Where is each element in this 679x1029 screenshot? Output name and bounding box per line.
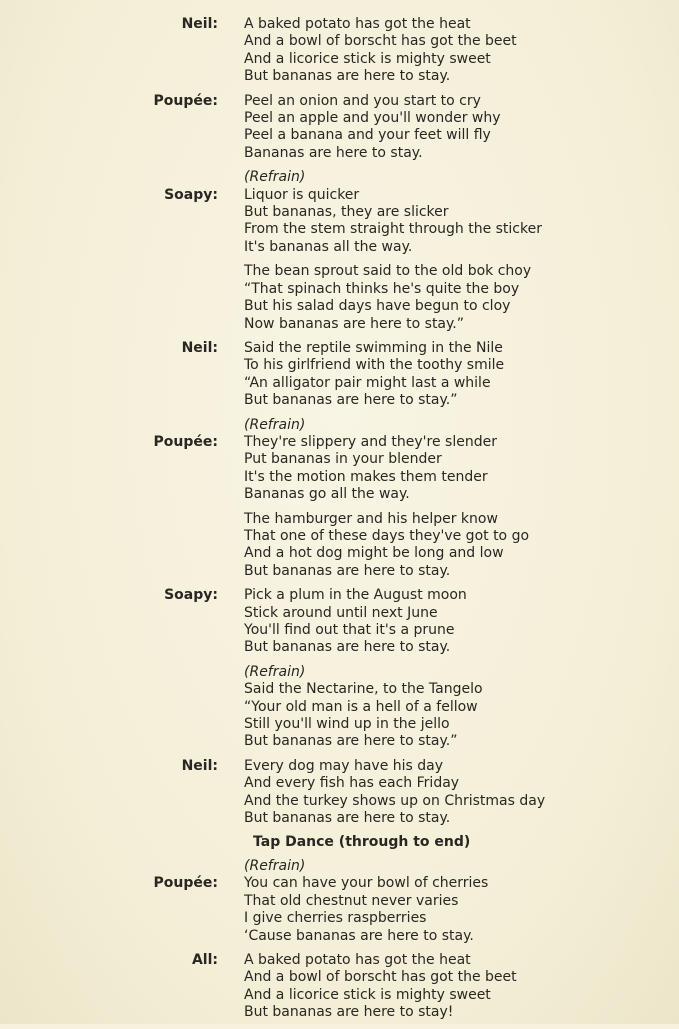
lyric-line: Pick a plum in the August moon xyxy=(244,587,467,604)
stanza-lines xyxy=(244,417,679,504)
lyrics-body xyxy=(0,16,679,1029)
stanza-lines xyxy=(244,340,679,410)
stanza xyxy=(0,16,679,86)
lyric-line: But bananas, they are slicker xyxy=(244,204,449,221)
lyric-line: And a bowl of borscht has got the beet xyxy=(244,33,517,50)
speaker-label: Soapy: xyxy=(164,186,218,203)
lyric-line: You'll find out that it's a prune xyxy=(244,622,455,638)
lyric-line: Said the Nectarine, to the Tangelo xyxy=(244,681,483,698)
speaker-label: Neil: xyxy=(181,16,218,32)
lyric-line: A baked potato has got the heat xyxy=(244,16,471,32)
lyric-line: But his salad days have begun to cloy xyxy=(244,298,511,315)
lyric-line: ‘Cause bananas are here to stay. xyxy=(244,927,474,944)
speaker-label: Poupée: xyxy=(153,433,218,450)
lyric-line: But bananas are here to stay. xyxy=(244,810,451,827)
stanza-lines xyxy=(244,587,679,657)
refrain-marker: (Refrain) xyxy=(244,857,306,874)
speaker-label: Neil: xyxy=(181,339,218,356)
lyric-line: They're slippery and they're slender xyxy=(244,433,497,450)
lyric-line: Now bananas are here to stay.” xyxy=(244,315,465,332)
lyric-line: Bananas go all the way. xyxy=(244,486,410,503)
stanza-lines xyxy=(244,664,679,751)
lyric-line: And a licorice stick is mighty sweet xyxy=(244,986,491,1003)
lyric-line: Bananas are here to stay. xyxy=(244,144,423,161)
lyric-line: That old chestnut never varies xyxy=(244,892,459,909)
lyric-line: “Your old man is a hell of a fellow xyxy=(244,698,478,715)
speaker-label: Neil: xyxy=(181,757,218,774)
lyric-line: But bananas are here to stay. xyxy=(244,562,451,579)
lyric-line: It's the motion makes them tender xyxy=(244,468,488,485)
stanza xyxy=(0,263,679,333)
stanza xyxy=(0,169,679,256)
lyric-line: Peel an apple and you'll wonder why xyxy=(244,110,501,127)
lyric-line: Put bananas in your blender xyxy=(244,451,442,468)
lyric-line: And every fish has each Friday xyxy=(244,775,460,792)
lyric-line: It's bananas all the way. xyxy=(244,238,413,255)
stanza-lines xyxy=(244,16,679,86)
lyric-line: But bananas are here to stay. xyxy=(244,639,451,656)
stanza-lines xyxy=(244,263,679,333)
stanza-lines xyxy=(244,93,679,163)
lyric-line: I give cherries raspberries xyxy=(244,910,427,927)
stanza-lines xyxy=(244,169,679,256)
refrain-marker: (Refrain) xyxy=(244,169,306,186)
lyric-line: But bananas are here to stay! xyxy=(244,1004,454,1021)
lyric-line: Every dog may have his day xyxy=(244,757,444,774)
lyric-line: “That spinach thinks he's quite the boy xyxy=(244,280,520,297)
lyric-line: And a licorice stick is mighty sweet xyxy=(244,50,491,67)
stanza-lines xyxy=(244,758,679,828)
lyric-line: To his girlfriend with the toothy smile xyxy=(244,357,505,374)
speaker-label: Soapy: xyxy=(164,587,218,604)
stanza xyxy=(0,952,679,1022)
stanza xyxy=(0,340,679,410)
speaker-label: Poupée: xyxy=(153,92,218,109)
lyric-line: And a bowl of borscht has got the beet xyxy=(244,969,517,986)
stanza-lines xyxy=(244,858,679,945)
stanza-lines xyxy=(244,952,679,1022)
stanza xyxy=(0,93,679,163)
stanza xyxy=(0,664,679,751)
stanza xyxy=(0,758,679,828)
refrain-marker: (Refrain) xyxy=(244,416,306,433)
stanza xyxy=(0,417,679,504)
lyric-line: But bananas are here to stay.” xyxy=(244,733,458,750)
lyric-line: From the stem straight through the sticker xyxy=(244,221,542,238)
lyric-line: Stick around until next June xyxy=(244,604,438,621)
lyric-line: The bean sprout said to the old bok choy xyxy=(244,263,532,280)
lyric-line: Liquor is quicker xyxy=(244,186,360,203)
section-heading: Tap Dance (through to end) xyxy=(253,834,471,851)
lyric-line: But bananas are here to stay. xyxy=(244,68,451,85)
lyric-line: A baked potato has got the heat xyxy=(244,951,471,968)
lyric-line: And a hot dog might be long and low xyxy=(244,545,504,562)
lyric-line: But bananas are here to stay.” xyxy=(244,392,458,409)
lyric-line: And the turkey shows up on Christmas day xyxy=(244,792,546,809)
stanza xyxy=(0,511,679,581)
stanza xyxy=(0,587,679,657)
refrain-marker: (Refrain) xyxy=(244,663,306,680)
lyric-line: That one of these days they've got to go xyxy=(244,527,530,544)
stanza xyxy=(0,858,679,945)
lyric-line: You can have your bowl of cherries xyxy=(244,875,489,892)
lyric-line: The hamburger and his helper know xyxy=(244,510,498,527)
speaker-label: Poupée: xyxy=(153,875,218,892)
lyric-line: “An alligator pair might last a while xyxy=(244,374,491,391)
lyric-line: Peel a banana and your feet will fly xyxy=(244,127,491,144)
lyric-line: Peel an onion and you start to cry xyxy=(244,92,481,109)
lyric-line: Said the reptile swimming in the Nile xyxy=(244,339,503,356)
lyric-line: Still you'll wind up in the jello xyxy=(244,716,450,733)
speaker-label: All: xyxy=(191,951,218,968)
stanza-lines xyxy=(244,511,679,581)
